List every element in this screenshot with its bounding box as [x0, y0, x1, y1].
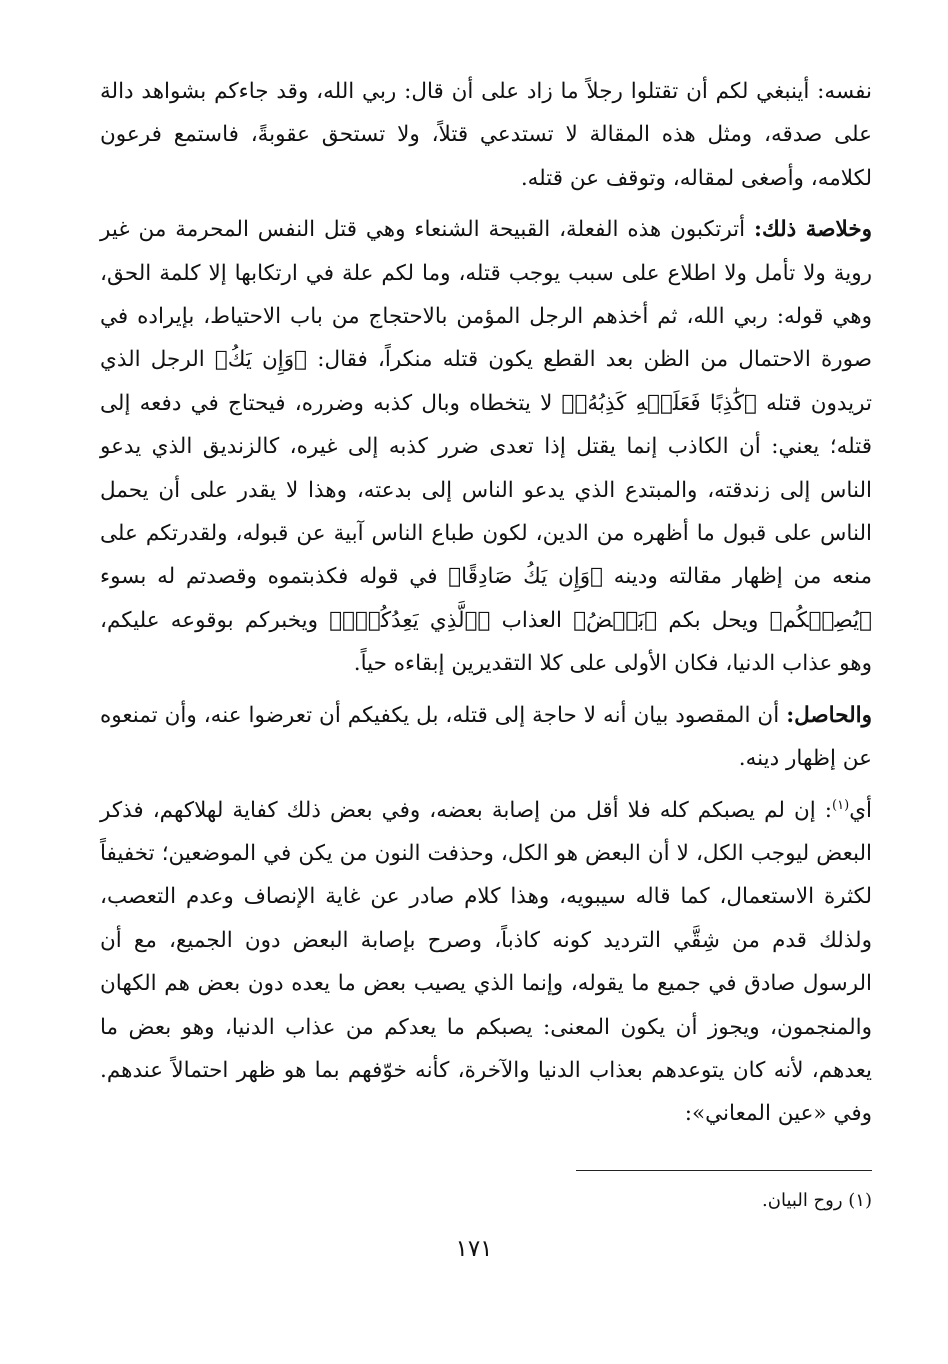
paragraph-4-word: أي [849, 797, 872, 823]
paragraph-3 [100, 694, 872, 781]
paragraph-4 [100, 789, 872, 1136]
footnote-text: (١) روح البيان. [762, 1190, 872, 1211]
footnote-separator [576, 1170, 872, 1171]
page-number: ١٧١ [455, 1236, 493, 1262]
paragraph-3-text: أن المقصود بيان أنه لا حاجة إلى قتله، بل يكفيكم أن تعرضوا عنه، وأن تمنعوه عن إظهار دينه. [100, 702, 872, 772]
paragraph-3-label: والحاصل: [786, 702, 872, 728]
paragraph-2-text: أترتكبون هذه الفعلة، القبيحة الشنعاء وهي قتل النفس المحرمة من غير روية ولا تأمل ولا اطلاع على سبب يوجب قتله، وما لكم علة في ارتكابها إلا كلمة الحق، وهي قوله: ربي الله، ثم أخذهم الرجل المؤمن بالاحتجاج من باب الاحتياط، بإيراده في صورة الاحتمال من الظن بعد القطع يكون قتله منكراً، فقال: ﴿وَإِن يَكُ﴾ الرجل الذي تريدون قتله ﴿كَٰذِبًا فَعَلَيۡهِ كَذِبُهُۥ﴾ لا يتخطاه وبال كذبه وضرره، فيحتاج في دفعه إلى قتله؛ يعني: أن الكاذب إنما يقتل إذا تعدى ضرر كذبه إلى غيره، كالزنديق الذي يدعو الناس إلى زندقته، والمبتدع الذي يدعو الناس إلى بدعته، وهذا لا يقدر على أن يحمل الناس على قبول ما أظهره من الدين، لكون طباع الناس آبية عن قبوله، ولقدرتكم على منعه من إظهار مقالته ودينه ﴿وَإِن يَكُ صَادِقًا﴾ في قوله فكذبتموه وقصدتم له بسوء ﴿يُصِبۡكُم﴾ ويحل بكم ﴿بَعۡضُ﴾ العذاب ﴿ٱلَّذِي يَعِدُكُمۡۖ﴾ ويخبركم بوقوعه عليكم، وهو عذاب الدنيا، فكان الأولى على كلا التقديرين إبقاءه حياً. [100, 217, 872, 677]
paragraph-1 [100, 70, 872, 200]
footnote-reference: (١) [832, 797, 850, 813]
paragraph-4-text: : إن لم يصبكم كله فلا أقل من إصابة بعضه، وفي بعض ذلك كفاية لهلاكهم، فذكر البعض ليوجب الكل، لا أن البعض هو الكل، وحذفت النون من يكن في الموضعين؛ تخفيفاً لكثرة الاستعمال، كما قاله سيبويه، وهذا كلام صادر عن غاية الإنصاف وعدم التعصب، ولذلك قدم من شِقَّي الترديد كونه كاذباً، وصرح بإصابة البعض دون الجميع، مع أن الرسول صادق في جميع ما يقوله، وإنما الذي يصيب بعض ما يعده دون بعض هم الكهان والمنجمون، ويجوز أن يكون المعنى: يصبكم ما يعدكم من عذاب الدنيا، وهو بعض ما يعدهم، لأنه كان يتوعدهم بعذاب الدنيا والآخرة، كأنه خوّفهم بما هو ظهر احتمالاً عندهم. وفي «عين المعاني»: [100, 797, 872, 1127]
page-body [100, 70, 872, 1144]
paragraph-2-label: وخلاصة ذلك: [754, 217, 872, 243]
paragraph-2 [100, 208, 872, 685]
footnote [372, 1186, 872, 1216]
paragraph-1-text: نفسه: أينبغي لكم أن تقتلوا رجلاً ما زاد على أن قال: ربي الله، وقد جاءكم بشواهد دالة على صدقه، ومثل هذه المقالة لا تستدعي قتلاً، ولا تستحق عقوبةً، فاستمع فرعون لكلامه، وأصغى لمقاله، وتوقف عن قتله. [100, 79, 872, 191]
